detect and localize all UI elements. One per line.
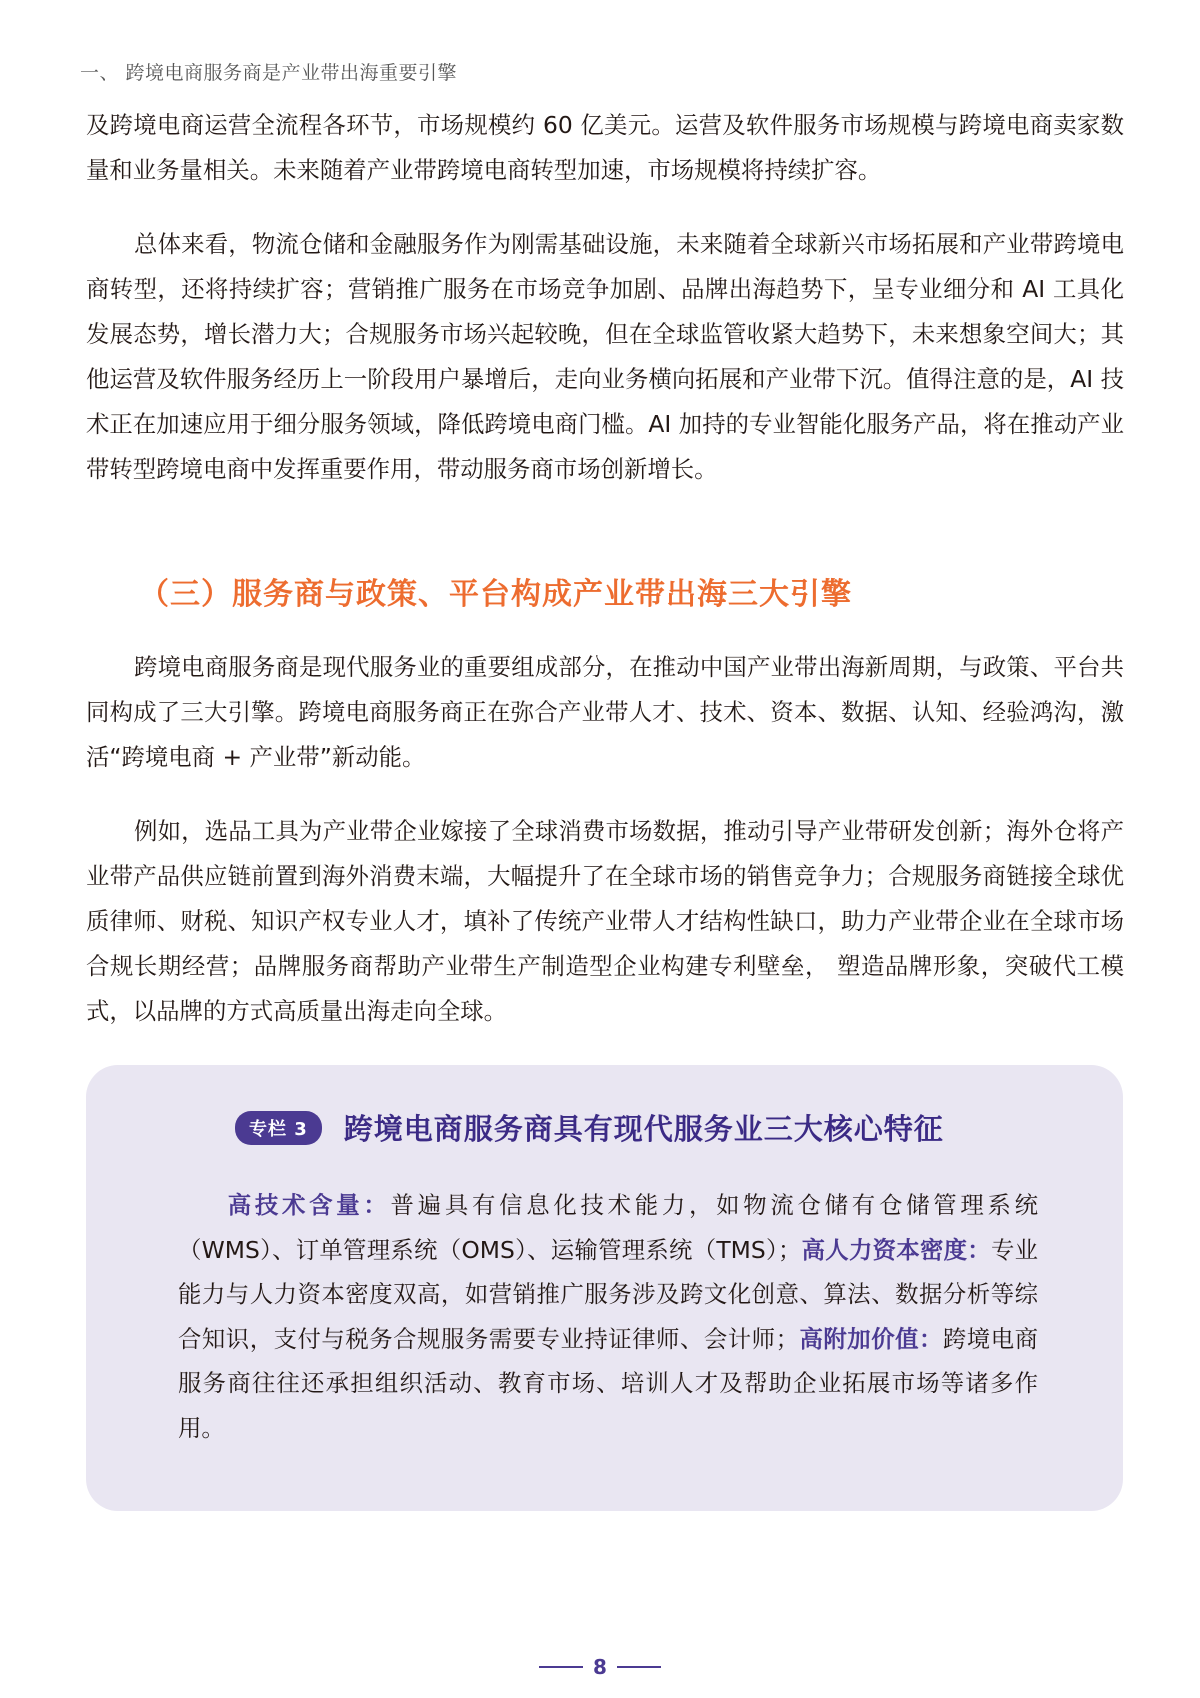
feature-box-title: 跨境电商服务商具有现代服务业三大核心特征 (343, 1112, 944, 1146)
feature-text-1: 普遍具有信息化技术能力，如物流仓储有仓储管理系统（WMS）、订单管理系统（OMS）、运输管理系统（TMS）； (178, 1191, 1039, 1264)
paragraph-2-text: 总体来看，物流仓储和金融服务作为刚需基础设施，未来随着全球新兴市场拓展和产业带跨境电商转型，还将持续扩容；营销推广服务在市场竞争加剧、品牌出海趋势下，呈专业细分和 AI 工具化发展态势，增长潜力大；合规服务市场兴起较晚，但在全球监管收紧大趋势下，未来想象空间大；其他运营及软件服务经历上一阶段用户暴增后，走向业务横向拓展和产业带下沉。值得注意的是，AI 技术正在加速应用于细分服务领域，降低跨境电商门槛。AI 加持的专业智能化服务产品，将在推动产业带转型跨境电商中发挥重要作用，带动服务商市场创新增长。 (86, 230, 1124, 483)
feature-highlight-3: 高附加价值： (798, 1324, 943, 1353)
feature-highlight-2: 高人力资本密度： (801, 1235, 991, 1264)
page-number: 8 (593, 1655, 607, 1679)
paragraph-2 (86, 222, 1124, 492)
column-tag-badge: 专栏 3 (235, 1111, 322, 1145)
feature-highlight-1: 高技术含量： (224, 1191, 391, 1219)
footer-rule-left (539, 1666, 583, 1668)
feature-box-title-row (235, 1107, 944, 1148)
paragraph-3-text: 跨境电商服务商是现代服务业的重要组成部分，在推动中国产业带出海新周期，与政策、平台共同构成了三大引擎。跨境电商服务商正在弥合产业带人才、技术、资本、数据、认知、经验鸿沟，激活“跨境电商 + 产业带”新动能。 (86, 653, 1124, 771)
feature-text-2: 专业能力与人力资本密度双高，如营销推广服务涉及跨文化创意、算法、数据分析等综合知识，支付与税务合规服务需要专业持证律师、会计师； (178, 1235, 1039, 1353)
page-footer (0, 1655, 1200, 1679)
section-heading: （三）服务商与政策、平台构成产业带出海三大引擎 (139, 577, 852, 612)
footer-rule-right (617, 1666, 661, 1668)
paragraph-4 (86, 809, 1124, 1034)
feature-text-3: 跨境电商服务商往往还承担组织活动、教育市场、培训人才及帮助企业拓展市场等诸多作用。 (178, 1324, 1039, 1442)
feature-box (86, 1065, 1123, 1511)
paragraph-4-text: 例如，选品工具为产业带企业嫁接了全球消费市场数据，推动引导产业带研发创新；海外仓将产业带产品供应链前置到海外消费末端，大幅提升了在全球市场的销售竞争力；合规服务商链接全球优质律师、财税、知识产权专业人才，填补了传统产业带人才结构性缺口，助力产业带企业在全球市场合规长期经营；品牌服务商帮助产业带生产制造型企业构建专利壁垒， 塑造品牌形象，突破代工模式，以品牌的方式高质量出海走向全球。 (86, 817, 1124, 1025)
paragraph-1 (86, 103, 1124, 193)
running-header: 一、 跨境电商服务商是产业带出海重要引擎 (80, 62, 458, 84)
paragraph-3 (86, 645, 1124, 780)
feature-box-body (178, 1183, 1038, 1450)
paragraph-1-text: 及跨境电商运营全流程各环节，市场规模约 60 亿美元。运营及软件服务市场规模与跨境电商卖家数量和业务量相关。未来随着产业带跨境电商转型加速，市场规模将持续扩容。 (86, 111, 1124, 184)
